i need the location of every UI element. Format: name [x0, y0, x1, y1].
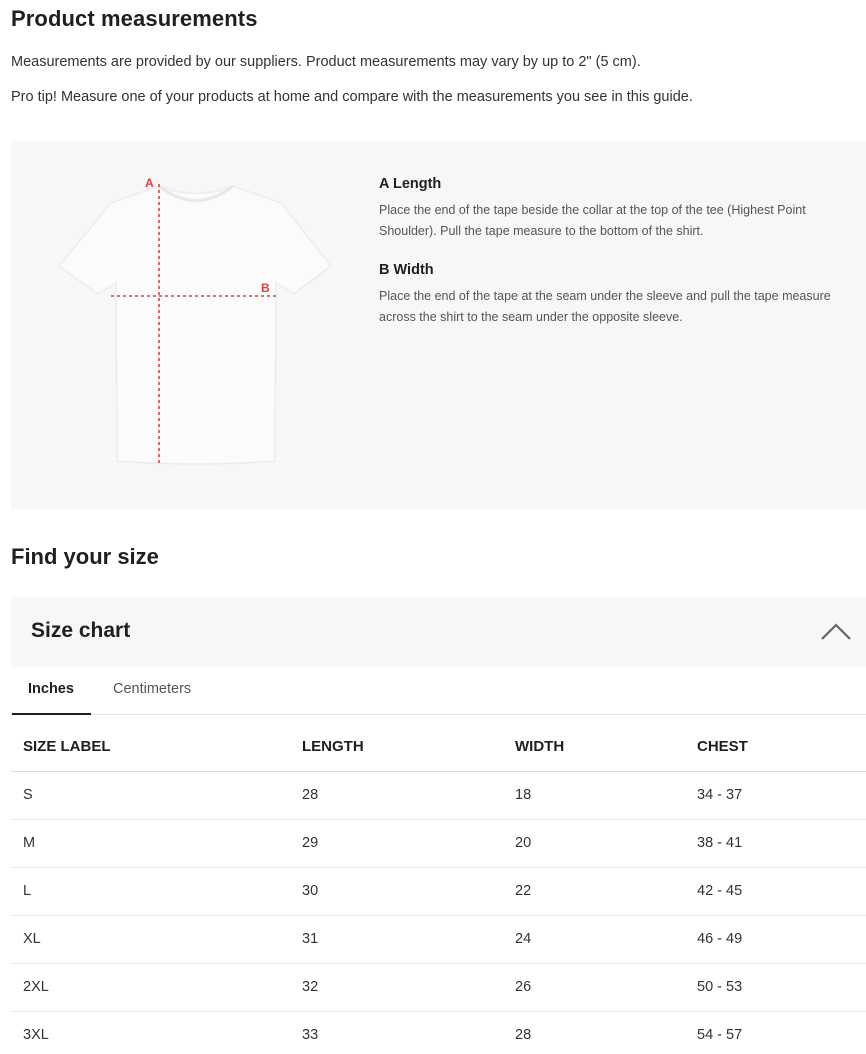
cell-chest: 54 - 57	[697, 1011, 866, 1054]
header-length: LENGTH	[302, 723, 515, 771]
find-size-title: Find your size	[11, 544, 159, 569]
table-row	[11, 1011, 866, 1054]
table-row	[11, 771, 866, 819]
measurements-tip: Pro tip! Measure one of your products at home and compare with the measurements you see in this guide.	[11, 89, 693, 105]
measurements-note: Measurements are provided by our suppliers. Product measurements may vary by up to 2" (5 cm).	[11, 54, 641, 70]
cell-length: 30	[302, 867, 515, 915]
cell-width: 20	[515, 819, 697, 867]
active-tab-indicator	[12, 713, 91, 715]
cell-chest: 50 - 53	[697, 963, 866, 1011]
tshirt-diagram	[51, 171, 341, 471]
width-title: B Width	[379, 262, 434, 278]
cell-size: 2XL	[11, 963, 302, 1011]
measurements-title: Product measurements	[11, 6, 258, 31]
cell-width: 18	[515, 771, 697, 819]
cell-size: S	[11, 771, 302, 819]
tshirt-measure-illustration	[51, 171, 341, 471]
length-title: A Length	[379, 176, 442, 192]
cell-width: 22	[515, 867, 697, 915]
header-chest: CHEST	[697, 723, 866, 771]
tab-inches[interactable]: Inches	[28, 681, 74, 697]
cell-size: M	[11, 819, 302, 867]
size-table	[11, 723, 866, 1054]
unit-tabs	[11, 667, 866, 715]
cell-length: 29	[302, 819, 515, 867]
label-a: A	[145, 176, 154, 190]
cell-width: 26	[515, 963, 697, 1011]
size-chart-title: Size chart	[31, 619, 131, 642]
table-header-row	[11, 723, 866, 771]
chevron-up-icon[interactable]	[820, 617, 852, 647]
table-row	[11, 819, 866, 867]
cell-chest: 42 - 45	[697, 867, 866, 915]
width-instructions	[379, 262, 839, 328]
cell-size: 3XL	[11, 1011, 302, 1054]
header-width: WIDTH	[515, 723, 697, 771]
cell-width: 24	[515, 915, 697, 963]
width-description: Place the end of the tape at the seam under the sleeve and pull the tape measure across the shirt to the seam under the opposite sleeve.	[379, 289, 831, 324]
size-chart-accordion[interactable]	[11, 597, 866, 667]
cell-length: 32	[302, 963, 515, 1011]
length-instructions	[379, 176, 839, 242]
measurement-guide-panel	[11, 141, 866, 509]
cell-length: 33	[302, 1011, 515, 1054]
header-size-label: SIZE LABEL	[11, 723, 302, 771]
cell-width: 28	[515, 1011, 697, 1054]
label-b: B	[261, 281, 270, 295]
cell-chest: 46 - 49	[697, 915, 866, 963]
table-row	[11, 915, 866, 963]
cell-size: XL	[11, 915, 302, 963]
tshirt-shape	[59, 186, 331, 464]
cell-chest: 38 - 41	[697, 819, 866, 867]
table-row	[11, 963, 866, 1011]
cell-length: 31	[302, 915, 515, 963]
cell-size: L	[11, 867, 302, 915]
tab-centimeters[interactable]: Centimeters	[113, 681, 192, 697]
length-description: Place the end of the tape beside the collar at the top of the tee (Highest Point Shoulder). Pull the tape measure to the bottom of the shirt.	[379, 203, 806, 238]
cell-length: 28	[302, 771, 515, 819]
cell-chest: 34 - 37	[697, 771, 866, 819]
table-row	[11, 867, 866, 915]
